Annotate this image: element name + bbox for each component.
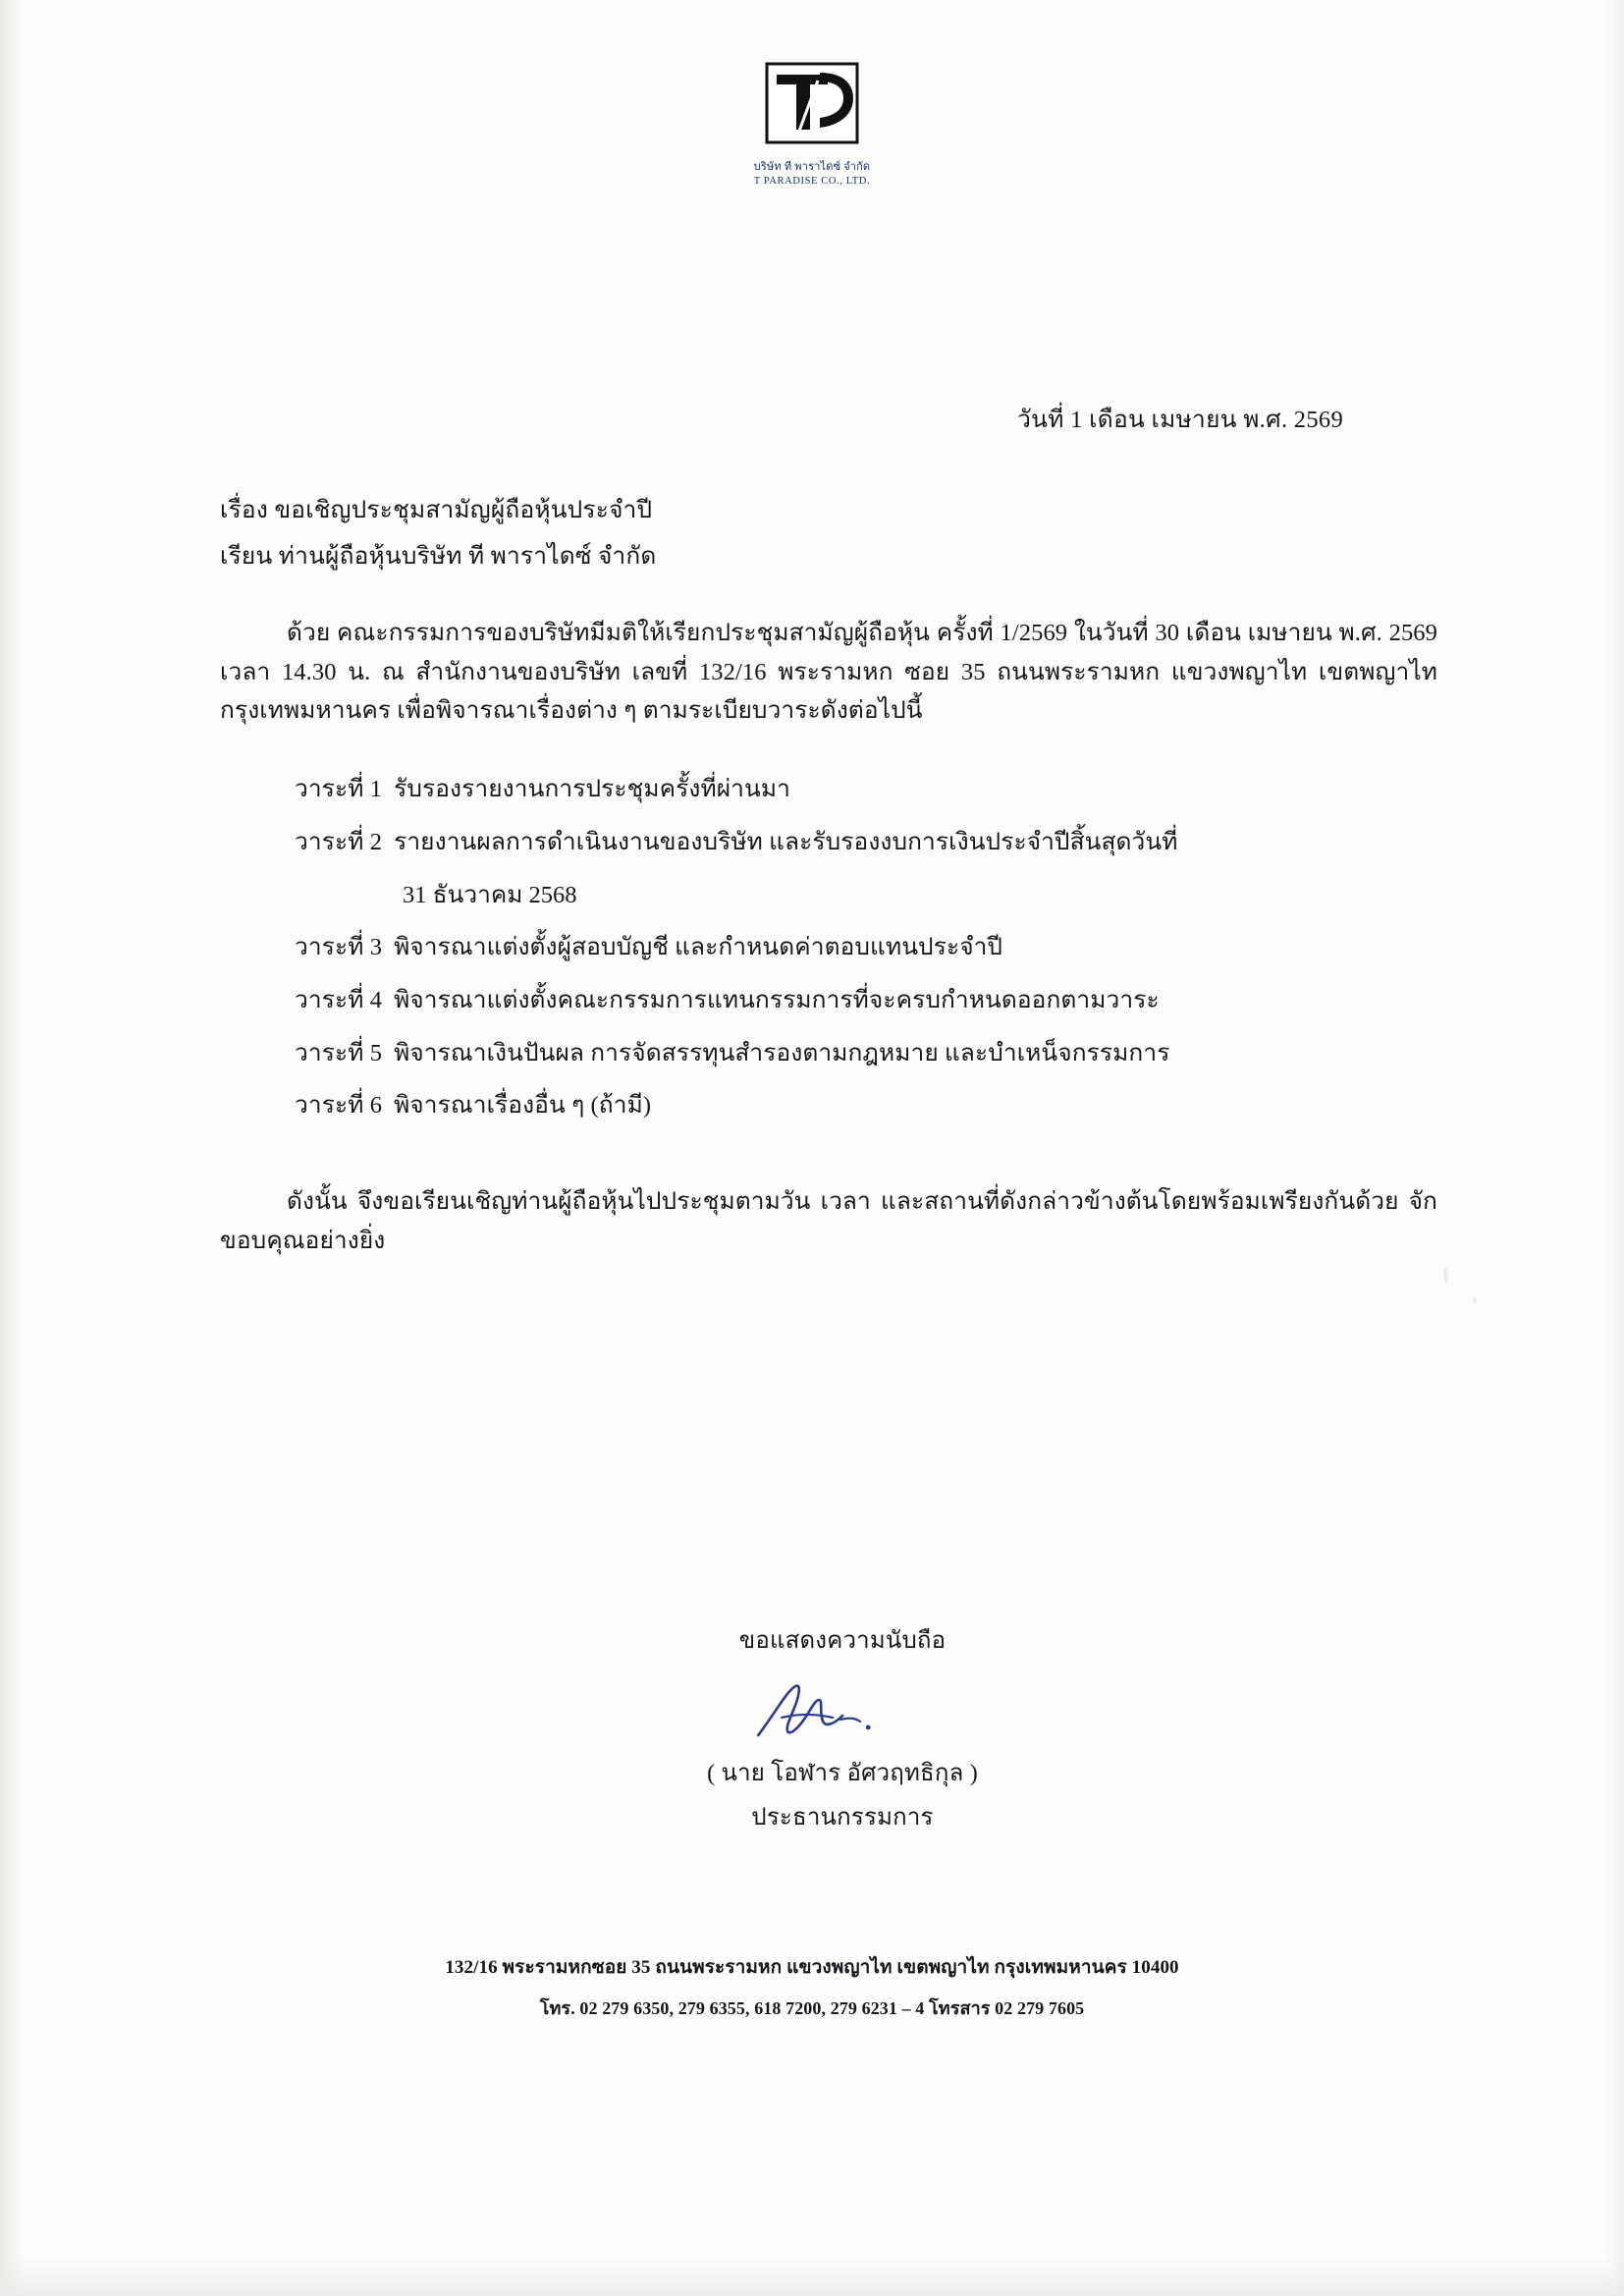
agenda-item-text: พิจารณาแต่งตั้งคณะกรรมการแทนกรรมการที่จะครบกำหนดออกตามวาระ <box>394 986 1160 1013</box>
agenda-item <box>295 928 1437 967</box>
company-logo <box>719 61 905 187</box>
letter-date: วันที่ 1 เดือน เมษายน พ.ศ. 2569 <box>1017 407 1343 433</box>
signature-area <box>0 1659 1624 1753</box>
page-footer <box>0 1952 1624 2022</box>
agenda-item-text: พิจารณาแต่งตั้งผู้สอบบัญชี และกำหนดค่าตอบแทนประจำปี <box>394 934 1003 961</box>
agenda-item <box>295 823 1437 862</box>
company-logo-english-name: T PARADISE CO., LTD. <box>753 176 871 187</box>
agenda-item-number: วาระที่ 2 <box>295 828 383 855</box>
agenda-item <box>295 1034 1437 1073</box>
agenda-item-text: รับรองรายงานการประชุมครั้งที่ผ่านมา <box>394 776 790 803</box>
signatory-title: ประธานกรรมการ <box>751 1805 934 1831</box>
company-logo-thai-name: บริษัท ที พาราไดซ์ จำกัด <box>753 161 871 173</box>
handwritten-signature-icon <box>731 1674 907 1753</box>
agenda-item-text: รายงานผลการดำเนินงานของบริษัท และรับรองงบการเงินประจำปีสิ้นสุดวันที่ <box>394 828 1178 855</box>
scan-speck <box>1473 1296 1477 1305</box>
letter-subject: เรื่อง ขอเชิญประชุมสามัญผู้ถือหุ้นประจำปี <box>220 496 653 523</box>
agenda-item-number: วาระที่ 1 <box>295 776 383 803</box>
agenda-list <box>295 770 1437 1125</box>
letter-body <box>220 401 1437 1268</box>
letter-intro-paragraph: ด้วย คณะกรรมการของบริษัทมีมติให้เรียกประชุมสามัญผู้ถือหุ้น ครั้งที่ 1/2569 ในวันที่ 30 เดือน เมษายน พ.ศ. 2569 เวลา 14.30 น. ณ สำนักงานของบริษัท เลขที่ 132/16 พระรามหก ซอย 35 ถนนพระรามหก แขวงพญาไท เขตพญาไท กรุงเทพมหานคร เพื่อพิจารณาเรื่องต่าง ๆ ตามระเบียบวาระดังต่อไปนี้ <box>220 620 1437 725</box>
agenda-item-text: พิจารณาเงินปันผล การจัดสรรทุนสำรองตามกฎหมาย และบำเหน็จกรรมการ <box>394 1039 1170 1066</box>
agenda-item <box>295 1086 1437 1125</box>
agenda-item-group <box>295 823 1437 914</box>
agenda-item-text: พิจารณาเรื่องอื่น ๆ (ถ้ามี) <box>394 1092 652 1120</box>
agenda-item-number: วาระที่ 5 <box>295 1039 383 1066</box>
signatory-name: ( นาย โอฬาร อัศวฤทธิกุล ) <box>707 1761 978 1786</box>
agenda-item-continuation: 31 ธันวาคม 2568 <box>403 881 577 908</box>
agenda-item-number: วาระที่ 4 <box>295 986 383 1013</box>
scan-speck <box>1443 1267 1448 1283</box>
signature-regards: ขอแสดงความนับถือ <box>738 1628 947 1654</box>
agenda-item-number: วาระที่ 3 <box>295 934 383 961</box>
agenda-item <box>295 770 1437 809</box>
agenda-item <box>295 981 1437 1020</box>
scan-edge-bottom <box>0 2257 1624 2296</box>
footer-telephone: โทร. 02 279 6350, 279 6355, 618 7200, 279 6231 – 4 โทรสาร 02 279 7605 <box>539 1998 1085 2018</box>
agenda-item-number: วาระที่ 6 <box>295 1092 383 1120</box>
company-logo-icon <box>759 61 865 155</box>
letter-recipient: เรียน ท่านผู้ถือหุ้นบริษัท ที พาราไดซ์ จำกัด <box>220 543 657 571</box>
letter-closing-paragraph: ดังนั้น จึงขอเรียนเชิญท่านผู้ถือหุ้นไปประชุมตามวัน เวลา และสถานที่ดังกล่าวข้างต้นโดยพร้อมเพรียงกันด้วย จักขอบคุณอย่างยิ่ง <box>220 1187 1437 1254</box>
signature-block <box>0 1620 1624 1835</box>
footer-address: 132/16 พระรามหกซอย 35 ถนนพระรามหก แขวงพญาไท เขตพญาไท กรุงเทพมหานคร 10400 <box>445 1957 1179 1978</box>
